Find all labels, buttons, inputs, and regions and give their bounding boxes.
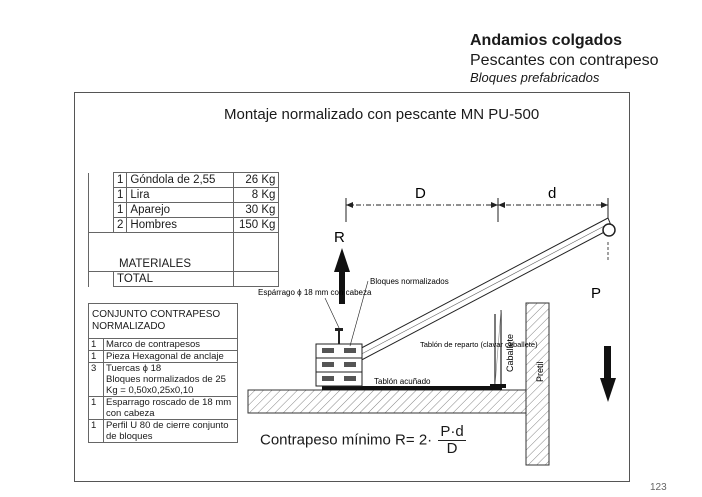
- item-cell: Aparejo: [127, 203, 234, 218]
- text-cell: Esparrago roscado de 18 mm con cabeza: [104, 397, 238, 420]
- main-title: Montaje normalizado con pescante MN PU-500: [224, 106, 540, 123]
- weight-cell: 30 Kg: [234, 203, 279, 218]
- pretil-wall: [526, 303, 549, 465]
- counterweight-header: CONJUNTO CONTRAPESO NORMALIZADO: [89, 304, 238, 339]
- qty-cell: 1: [114, 173, 127, 188]
- text-cell: Pieza Hexagonal de anclaje: [104, 351, 238, 363]
- dimension-lines: [346, 198, 608, 222]
- qty-cell: 1: [89, 339, 104, 351]
- qty-cell: 1: [89, 351, 104, 363]
- label-D: D: [415, 185, 426, 202]
- qty-cell: 2: [114, 218, 127, 233]
- text-line: Tuercas ϕ 18: [106, 363, 162, 374]
- formula-numerator: P·d: [440, 423, 464, 440]
- label-R: R: [334, 229, 345, 246]
- qty-cell: 3: [89, 363, 104, 397]
- label-tablon-reparto: Tablón de reparto (clavar caballete): [420, 340, 538, 349]
- weight-cell: 8 Kg: [234, 188, 279, 203]
- formula-prefix: Contrapeso mínimo R= 2·: [260, 431, 433, 449]
- text-cell: Marco de contrapesos: [104, 339, 238, 351]
- label-esparrago: [258, 288, 372, 297]
- label-pretil: Pretil: [535, 361, 545, 382]
- label-esparrago-text: Espárrago ϕ 18 mm con cabeza: [258, 288, 372, 297]
- roof-slab: [248, 390, 526, 413]
- counterweight-blocks: [316, 328, 362, 386]
- label-tablon-acunado: Tablón acuñado: [374, 377, 431, 386]
- weight-cell: 150 Kg: [234, 218, 279, 233]
- header-subsubtitle: Bloques prefabricados: [470, 70, 600, 85]
- formula: [260, 424, 466, 457]
- header-subtitle: Pescantes con contrapeso: [470, 52, 659, 69]
- qty-cell: 1: [114, 203, 127, 218]
- page-number: 123: [650, 482, 667, 493]
- formula-fraction: [438, 424, 465, 457]
- materials-label: MATERIALES: [89, 233, 234, 272]
- text-line-extra: Bloques normalizados de 25 Kg = 0,50x0,25x0,10: [106, 374, 226, 396]
- qty-cell: 1: [89, 420, 104, 443]
- header-title: Andamios colgados: [470, 32, 623, 49]
- qty-cell: 1: [89, 397, 104, 420]
- arrow-P: [600, 242, 616, 402]
- total-label: TOTAL: [114, 272, 234, 287]
- caballete: [490, 310, 506, 388]
- item-cell: Lira: [127, 188, 234, 203]
- label-bloques: Bloques normalizados: [370, 277, 449, 286]
- item-cell: Góndola de 2,55: [127, 173, 234, 188]
- tablon-acunado: [322, 386, 502, 390]
- label-P: P: [591, 285, 602, 302]
- item-cell: Hombres: [127, 218, 234, 233]
- qty-cell: 1: [114, 188, 127, 203]
- label-caballete: Caballete: [505, 333, 515, 372]
- text-cell: Perfil U 80 de cierre conjunto de bloques: [104, 420, 238, 443]
- label-d: d: [548, 185, 557, 202]
- weight-cell: 26 Kg: [234, 173, 279, 188]
- formula-denominator: D: [446, 440, 458, 457]
